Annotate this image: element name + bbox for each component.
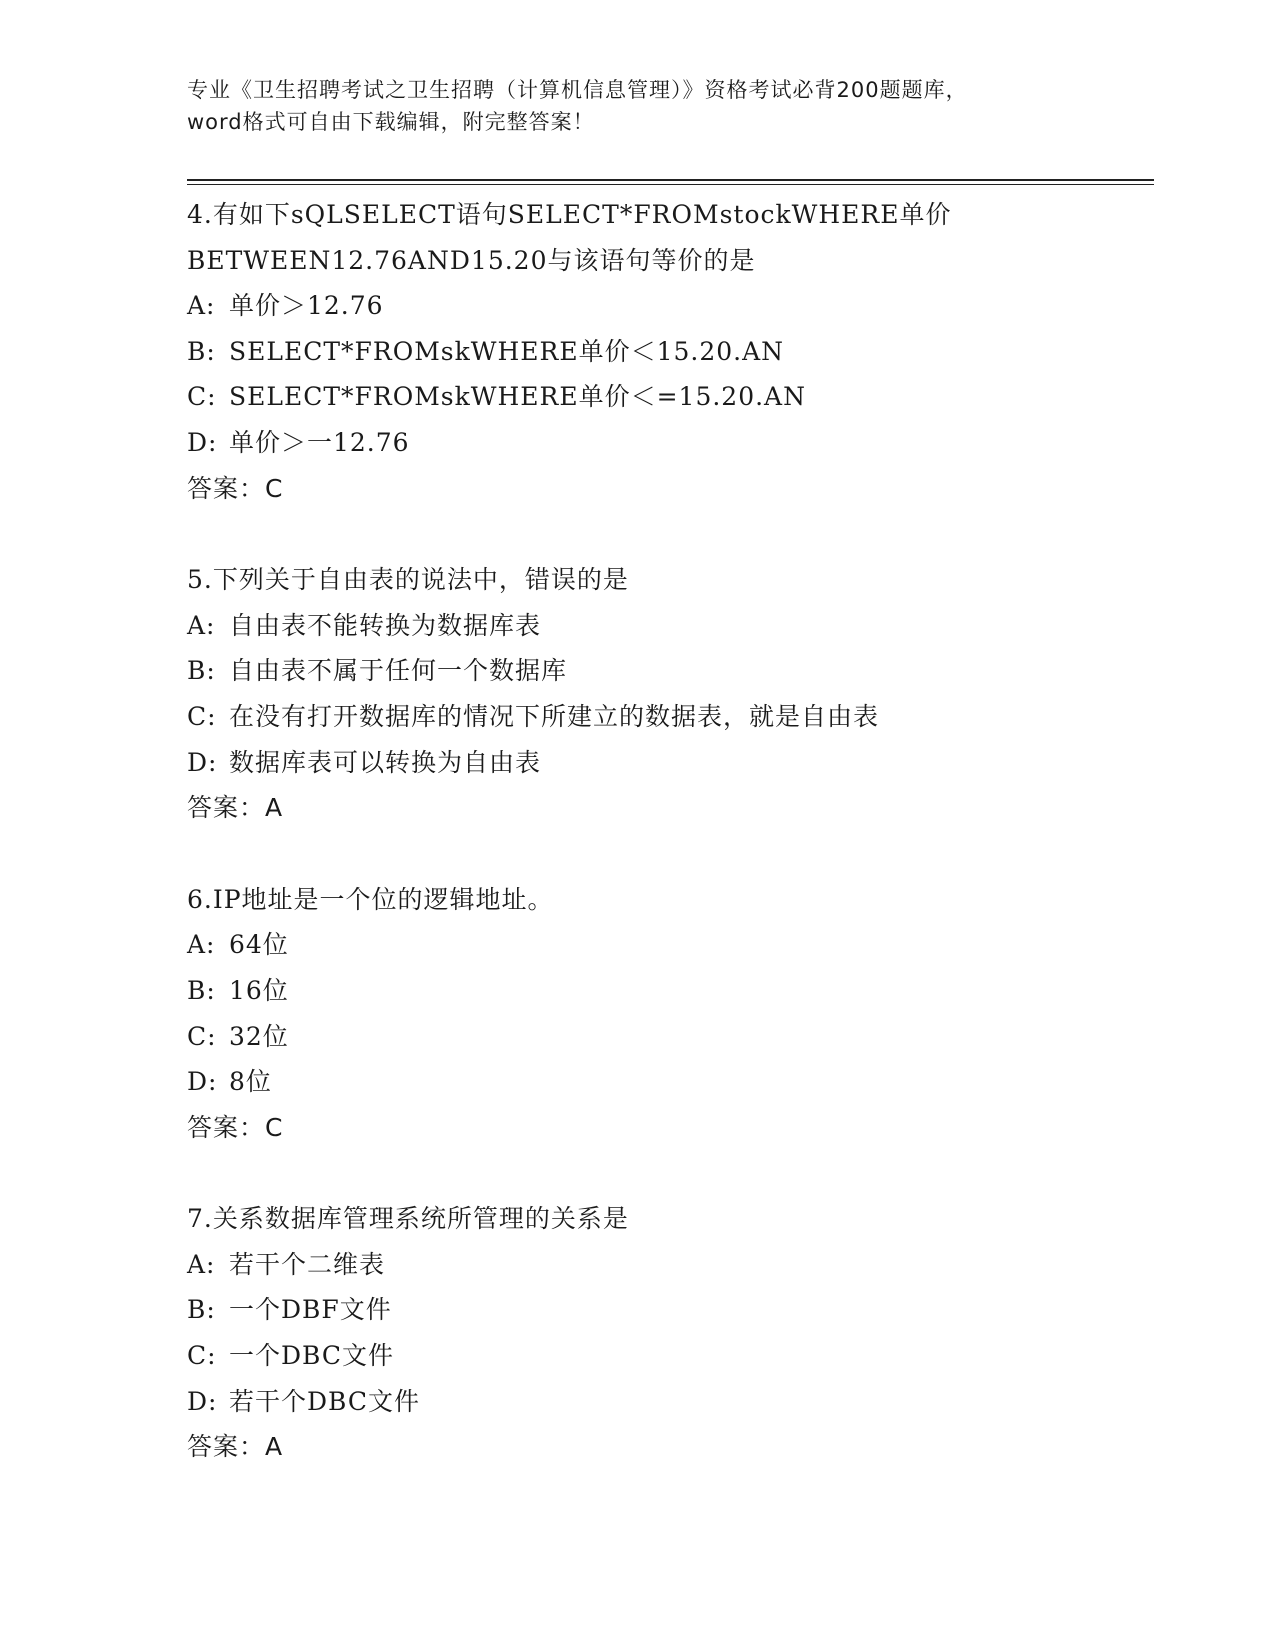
option-text: 若干个DBC文件 [229, 1386, 421, 1416]
option-label: A: [187, 1249, 216, 1279]
question-6 [187, 877, 1147, 1151]
option-label: B: [187, 1295, 216, 1325]
option-d [187, 1059, 1147, 1105]
question-stem: 7.关系数据库管理系统所管理的关系是 [187, 1204, 629, 1234]
option-label: A: [187, 930, 216, 960]
option-label: D: [187, 427, 218, 457]
question-7 [187, 1196, 1147, 1470]
option-d [187, 740, 1147, 786]
option-label: D: [187, 1386, 218, 1416]
option-a [187, 1242, 1147, 1288]
question-list [187, 192, 1147, 1516]
option-text: SELECT*FROMskWHERE单价＜=15.20.AN [229, 382, 806, 412]
option-a [187, 283, 1147, 329]
option-c [187, 694, 1147, 740]
option-text: 自由表不属于任何一个数据库 [229, 656, 568, 686]
option-text: 64位 [229, 930, 289, 960]
option-label: C: [187, 382, 217, 412]
option-b [187, 648, 1147, 694]
answer-line: 答案：A [187, 1432, 284, 1462]
header-divider-thick [187, 179, 1154, 181]
option-a [187, 922, 1147, 968]
option-text: 数据库表可以转换为自由表 [229, 747, 542, 777]
option-label: A: [187, 610, 216, 640]
option-text: SELECT*FROMskWHERE单价＜15.20.AN [229, 336, 785, 366]
question-5 [187, 557, 1147, 831]
option-text: 在没有打开数据库的情况下所建立的数据表，就是自由表 [229, 701, 880, 731]
option-text: 8位 [229, 1067, 272, 1097]
question-4 [187, 192, 1147, 511]
option-text: 若干个二维表 [229, 1249, 386, 1279]
option-label: C: [187, 1341, 217, 1371]
option-label: A: [187, 291, 216, 321]
option-text: 16位 [229, 975, 289, 1005]
option-label: B: [187, 656, 216, 686]
option-b [187, 329, 1147, 375]
option-label: D: [187, 1067, 218, 1097]
option-text: 32位 [229, 1021, 289, 1051]
option-c [187, 374, 1147, 420]
document-header [187, 74, 1087, 138]
option-label: B: [187, 336, 216, 366]
question-stem: 6.IP地址是一个位的逻辑地址。 [187, 884, 554, 914]
option-label: C: [187, 701, 217, 731]
question-stem: 4.有如下sQLSELECT语句SELECT*FROMstockWHERE单价 [187, 200, 952, 229]
option-text: 自由表不能转换为数据库表 [229, 610, 542, 640]
question-stem-continued: BETWEEN12.76AND15.20与该语句等价的是 [187, 245, 756, 275]
header-line-2: word格式可自由下载编辑，附完整答案！ [187, 110, 595, 134]
option-d [187, 1379, 1147, 1425]
option-label: B: [187, 975, 216, 1005]
option-b [187, 1287, 1147, 1333]
question-stem: 5.下列关于自由表的说法中，错误的是 [187, 565, 629, 595]
option-text: 一个DBF文件 [229, 1295, 392, 1325]
option-c [187, 1333, 1147, 1379]
answer-line: 答案：C [187, 473, 284, 503]
option-label: D: [187, 747, 218, 777]
answer-line: 答案：C [187, 1112, 284, 1142]
option-label: C: [187, 1021, 217, 1051]
option-text: 单价＞一12.76 [229, 427, 410, 457]
option-a [187, 603, 1147, 649]
header-line-1: 专业《卫生招聘考试之卫生招聘（计算机信息管理）》资格考试必背200题题库， [187, 78, 968, 102]
option-b [187, 968, 1147, 1014]
option-text: 单价＞12.76 [229, 291, 384, 321]
option-c [187, 1014, 1147, 1060]
option-text: 一个DBC文件 [229, 1341, 395, 1371]
header-divider-thin [187, 184, 1154, 185]
option-d [187, 420, 1147, 466]
answer-line: 答案：A [187, 793, 284, 823]
